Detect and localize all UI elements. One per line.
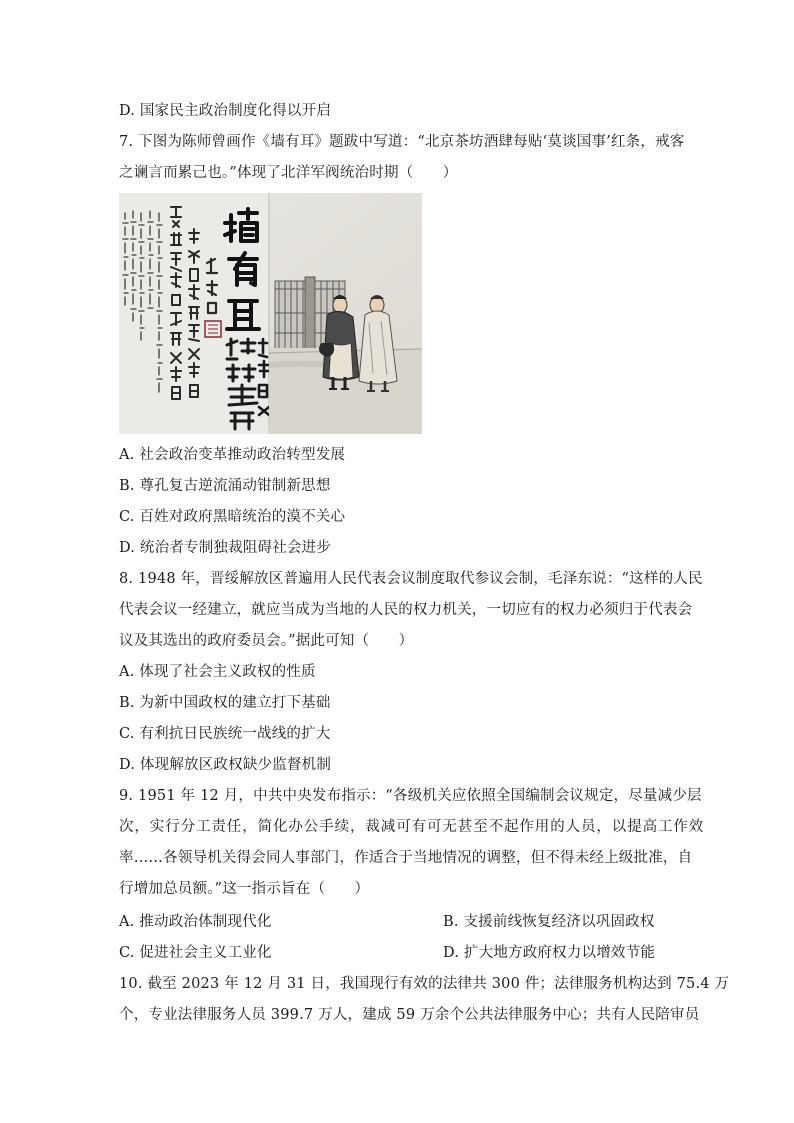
q8-option-b: B. 为新中国政权的建立打下基础 [119,695,331,711]
q7-option-c: C. 百姓对政府黑暗统治的漠不关心 [119,509,346,525]
q7-stem-line2: 之谰言而累己也。”体现了北洋军阀统治时期（ ） [119,165,458,181]
q9-option-c: C. 促进社会主义工业化 [119,945,272,961]
q8-stem-line3: 议及其选出的政府委员会。”据此可知（ ） [119,633,414,649]
q9-stem-line2: 次，实行分工责任，简化办公手续，裁减可有可无甚至不起作用的人员，以提高工作效 [119,819,705,835]
q9-option-b: B. 支援前线恢复经济以巩固政权 [443,914,655,930]
q7-option-b: B. 尊孔复古逆流涌动钳制新思想 [119,478,331,494]
q9-stem-line3: 率……各领导机关得会同人事部门，作适合于当地情况的调整，但不得未经上级批准，自 [119,850,693,866]
q9-stem-line1: 9. 1951 年 12 月，中共中央发布指示：“各级机关应依照全国编制会议规定，尽量减少层 [119,788,702,804]
q6-option-d: D. 国家民主政治制度化得以开启 [119,103,332,119]
q8-stem-line2: 代表会议一经建立，就应当成为当地的人民的权力机关，一切应有的权力必须归于代表会 [119,602,693,618]
q9-option-a: A. 推动政治体制现代化 [119,914,272,930]
q10-stem-line2: 个，专业法律服务人员 399.7 万人，建成 59 万余个公共法律服务中心；共有人民陪审员 [119,1007,700,1023]
q8-option-d: D. 体现解放区政权缺少监督机制 [119,757,332,773]
q8-stem-line1: 8. 1948 年，晋绥解放区普遍用人民代表会议制度取代参议会制，毛泽东说：“这样的人民 [119,571,703,587]
q8-option-a: A. 体现了社会主义政权的性质 [119,664,316,680]
q9-option-d: D. 扩大地方政府权力以增效节能 [443,945,656,961]
q10-stem-line1: 10. 截至 2023 年 12 月 31 日，我国现行有效的法律共 300 件；法律服务机构达到 75.4 万 [119,976,730,992]
painting-wall-has-ears [119,193,422,434]
q7-stem-line1: 7. 下图为陈师曾画作《墙有耳》题跋中写道：“北京茶坊酒肆每贴‘莫谈国事’红条，戒客 [119,134,685,150]
q9-stem-line4: 行增加总员额。”这一指示旨在（ ） [119,881,370,897]
q7-option-a: A. 社会政治变革推动政治转型发展 [119,447,346,463]
q8-option-c: C. 有利抗日民族统一战线的扩大 [119,726,331,742]
q7-option-d: D. 统治者专制独裁阻碍社会进步 [119,540,332,556]
